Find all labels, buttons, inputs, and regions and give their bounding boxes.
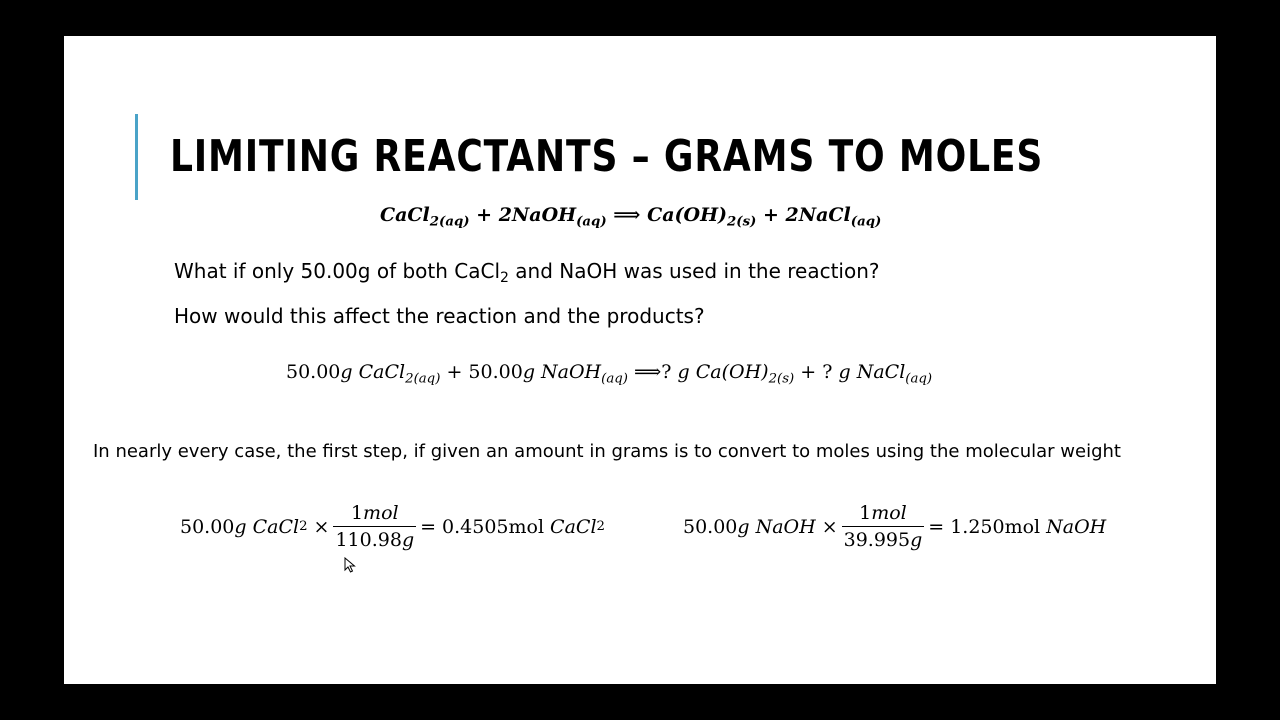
conversion-note: In nearly every case, the first step, if given an amount in grams is to convert to moles using the molecular weight	[93, 441, 1121, 462]
naoh-molar-fraction: $\frac{\text{1mol}}{39.995g}$	[843, 502, 923, 551]
slide	[64, 36, 1216, 684]
mouse-pointer-icon	[344, 557, 356, 573]
question-mass: What if only 50.00g of both CaCl$_2$ and NaOH was used in the reaction?	[174, 259, 880, 287]
question-effect: How would this affect the reaction and the products?	[174, 304, 705, 328]
balanced-equation: CaCl$_{2(aq)}$ + 2NaOH$_{(aq)}$ ⟹ $Ca(OH)_{2(s)}$ + 2NaCl$_{(aq)}$	[380, 204, 882, 230]
mass-equation: 50.00g CaCl$_{2(aq)}$ + 50.00g NaOH$_{(aq)}$ ⟹? g $Ca(OH)_{2(s)}$ + ? g NaCl$_{(aq)}$	[286, 361, 933, 387]
cacl2-conversion: 50.00 g CaCl 2 × $\frac{\text{1mol}}{110.98g}$ = 0.4505mol CaCl 2	[180, 502, 605, 551]
naoh-conversion: 50.00 g NaOH × $\frac{\text{1mol}}{39.995g}$ = 1.250mol NaOH	[683, 502, 1107, 551]
slide-title: LIMITING REACTANTS – GRAMS TO MOLES	[170, 131, 1044, 182]
title-accent-bar	[135, 114, 138, 200]
cacl2-molar-fraction: $\frac{\text{1mol}}{110.98g}$	[335, 502, 415, 551]
